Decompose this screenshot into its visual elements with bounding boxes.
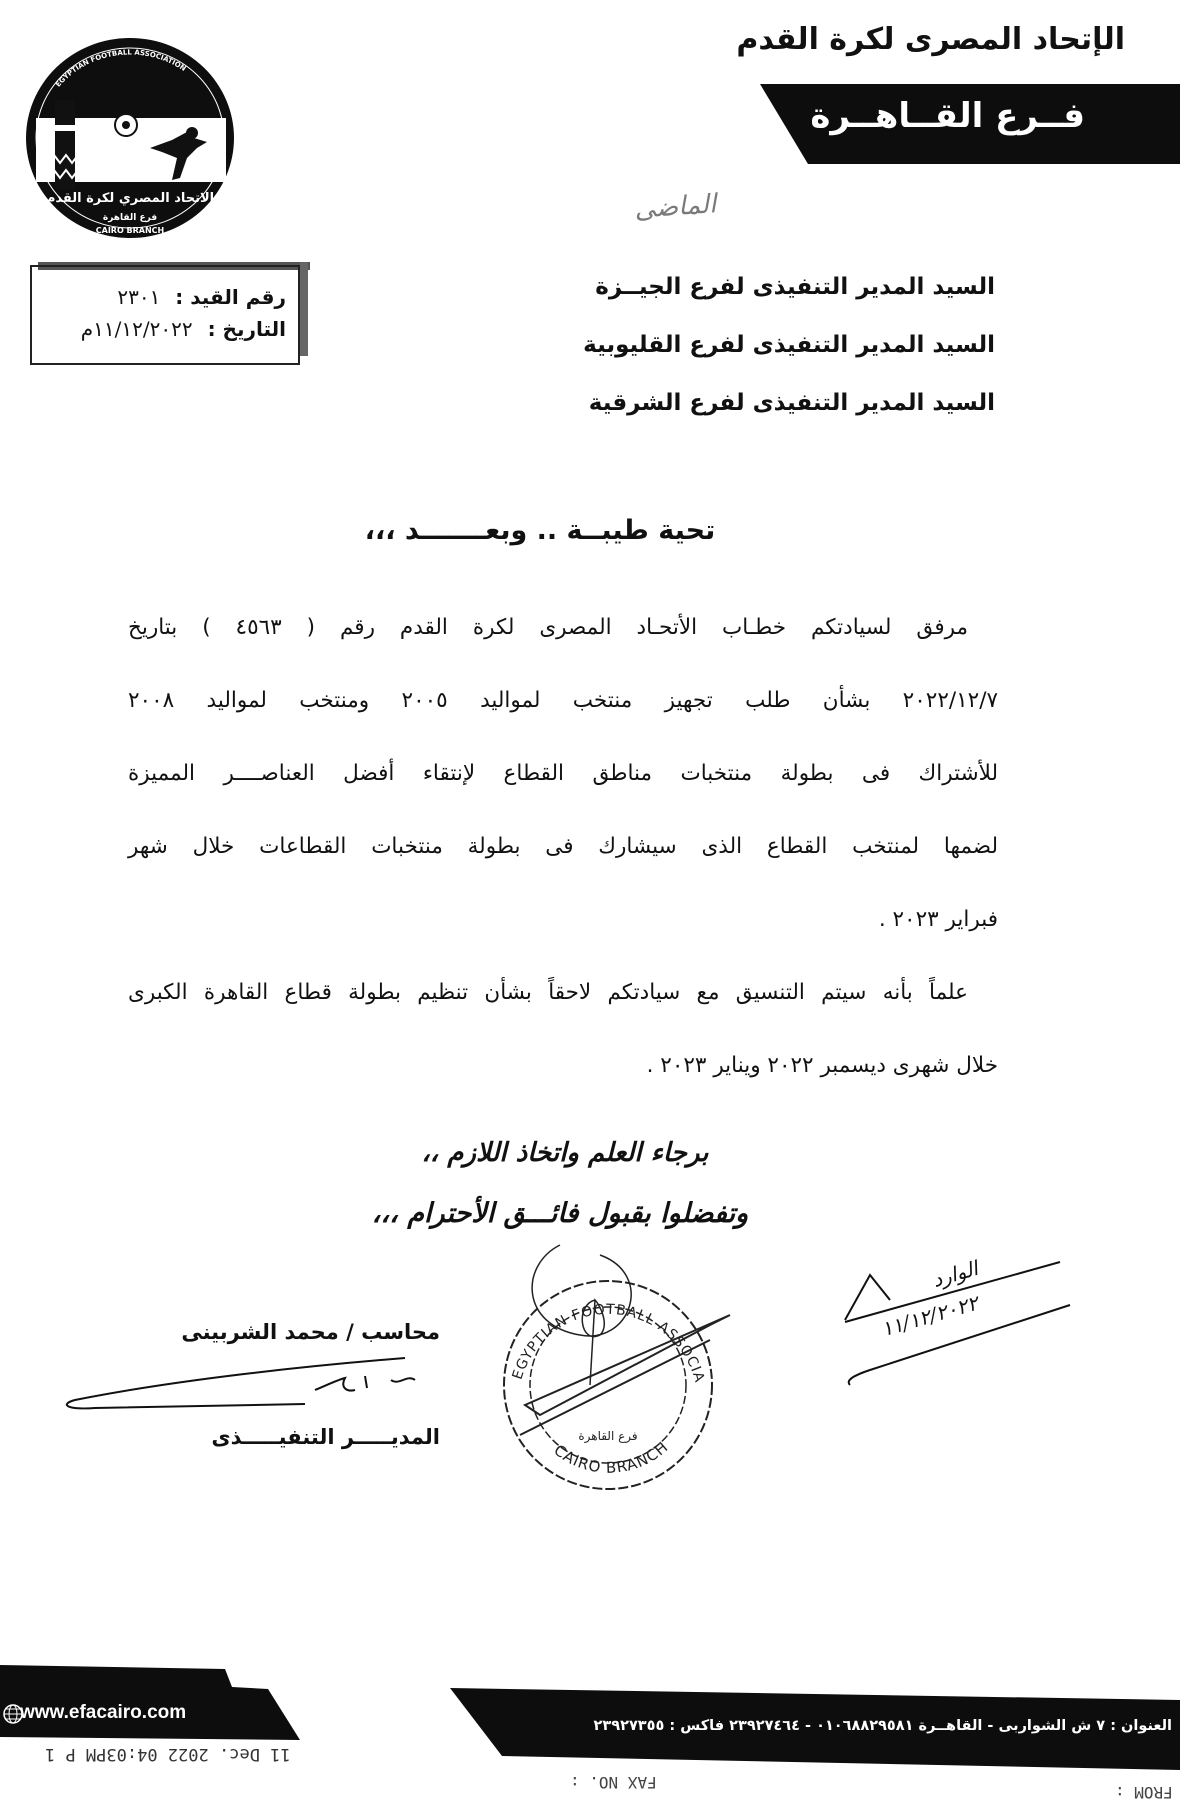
website-link[interactable]: www.efacairo.com — [20, 1702, 187, 1723]
logo-arabic-name: الاتحاد المصري لكرة القدم — [45, 191, 215, 206]
reference-date-value: ١١/١٢/٢٠٢٢م — [80, 317, 193, 341]
svg-text:CAIRO BRANCH — [550, 1438, 671, 1477]
closing-regards: وتفضلوا بقبول فائـــق الأحترام ،،، — [371, 1198, 749, 1229]
body-line: فبراير ٢٠٢٣ . — [878, 907, 998, 932]
recipient-giza: السيد المدير التنفيذى لفرع الجيــزة — [595, 274, 995, 300]
stamp-arabic-bottom: فرع القاهرة — [578, 1429, 638, 1443]
body-line: مرفق لسيادتكم خطـاب الأتحـاد المصرى لكرة القدم رقم ( ٤٥٦٣ ) بتاريخ — [128, 615, 968, 640]
reference-date-label: التاريخ : — [207, 317, 286, 341]
stamp-english-bottom: CAIRO BRANCH — [550, 1437, 672, 1477]
received-note-date: ١١/١٢/٢٠٢٢ — [878, 1290, 981, 1342]
body-line: ٢٠٢٢/١٢/٧ بشأن طلب تجهيز منتخب لمواليد ٢٠٠٥ ومنتخب لمواليد ٢٠٠٨ — [128, 688, 998, 713]
reference-box — [30, 265, 300, 365]
fax-number-label: FAX NO. : — [570, 1773, 657, 1792]
footer-address: العنوان : ٧ ش الشواربى - القاهــرة ٠١٠٦٨٨٢٩٥٨١ - ٢٣٩٢٧٤٦٤ فاكس : ٢٣٩٢٧٣٥٥ — [593, 1718, 1172, 1734]
ref-box-shadow — [300, 262, 308, 356]
handwritten-signature — [55, 1350, 425, 1420]
reference-number-label: رقم القيد : — [175, 285, 286, 309]
svg-text:EGYPTIAN FOOTBALL ASSOCIATION — [480, 1235, 707, 1384]
body-line: لضمها لمنتخب القطاع الذى سيشارك فى بطولة منتخبات القطاعات خلال شهر — [128, 834, 998, 859]
logo-english-bottom: CAIRO BRANCH — [95, 226, 165, 235]
fax-timestamp: 11 Dec. 2022 04:03PM P 1 — [45, 1744, 291, 1764]
fax-from-label: FROM : — [1115, 1783, 1173, 1802]
received-note-label: الوارد — [929, 1256, 981, 1292]
closing-request: برجاء العلم واتخاذ اللازم ،، — [421, 1138, 709, 1168]
letter-body — [128, 600, 998, 1111]
reference-number-value: ٢٣٠١ — [117, 285, 161, 309]
body-line: علماً بأنه سيتم التنسيق مع سيادتكم لاحقاً بشأن تنظيم بطولة قطاع القاهرة الكبرى — [128, 980, 968, 1005]
logo-arabic-branch: فرع القاهرة — [102, 213, 158, 223]
recipient-sharqia: السيد المدير التنفيذى لفرع الشرقية — [588, 390, 995, 416]
reference-number-row — [117, 285, 286, 309]
recipients-list — [395, 258, 995, 432]
body-line: للأشتراك فى بطولة منتخبات مناطق القطاع لإنتقاء أفضل العناصــــر المميزة — [128, 761, 998, 786]
executive-director-title: المديـــــر التنفيـــــذى — [211, 1425, 440, 1449]
efa-cairo-logo — [22, 30, 242, 240]
body-line: خلال شهرى ديسمبر ٢٠٢٢ ويناير ٢٠٢٣ . — [646, 1053, 998, 1078]
logo-english-top: EGYPTIAN FOOTBALL ASSOCIATION — [54, 48, 188, 89]
reference-date-row — [81, 317, 286, 341]
accountant-name: محاسب / محمد الشربينى — [181, 1320, 440, 1344]
branch-label: فــرع القــاهــرة — [810, 96, 1085, 136]
handwritten-note: الماضى — [633, 189, 718, 225]
organization-title: الإتحاد المصرى لكرة القدم — [736, 22, 1125, 57]
official-stamp — [480, 1235, 780, 1510]
stamp-english-top: EGYPTIAN FOOTBALL ASSOCIA — [509, 1301, 708, 1384]
recipient-qalyubia: السيد المدير التنفيذى لفرع القليوبية — [583, 332, 995, 358]
handwritten-received-note — [840, 1256, 1080, 1400]
greeting: تحية طيبــة .. وبعـــــــد ،،، — [364, 515, 716, 546]
